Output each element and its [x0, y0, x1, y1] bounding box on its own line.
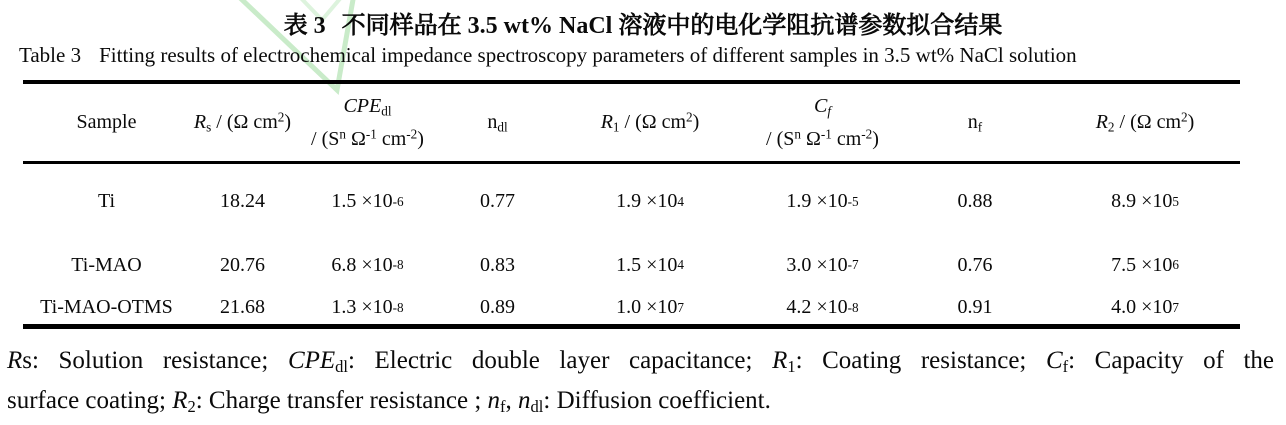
cell-rs: 21.68: [220, 296, 265, 318]
header-r1-label: $R_1 / (\Omega$ $cm^2$): [600, 109, 700, 135]
header-cell-sample: [23, 84, 190, 161]
header-cell-n-dl: [440, 84, 555, 161]
header-r2-label: $R_2 / (\Omega$ $cm^2$): [1095, 109, 1195, 135]
cell-n-dl: 0.77: [480, 190, 515, 212]
table-row-ti-mao-otms: [23, 291, 1240, 324]
header-cell-cf: [745, 84, 900, 161]
cell-n-f: 0.76: [957, 253, 993, 276]
header-cpe-dl-units: / ($S^n$ $\Omega^{-1}$ $cm^{-2}$): [311, 125, 424, 150]
cell-sample: Ti-MAO-OTMS: [40, 296, 173, 318]
table-title-chinese-label: 表 3: [283, 12, 326, 39]
header-n-dl-label: $n_{dl}$: [487, 111, 508, 135]
table-body: [23, 164, 1240, 329]
cell-r1: 1.0 ×10 7: [616, 296, 684, 318]
header-cell-rs: [190, 84, 295, 161]
header-cell-r2: [1050, 84, 1240, 161]
data-table: [23, 80, 1240, 329]
cell-n-dl: 0.83: [480, 253, 515, 276]
header-cf-units: / ($S^n$ $\Omega^{-1}$ $cm^{-2}$): [766, 125, 879, 150]
cell-cpe-dl: 1.5 ×10 -6: [331, 190, 404, 212]
footnote-line-2: surface coating; $R_2$: Charge transfer resistance ; $n_f$, $n_{dl}$: Diffusion coefficient.: [7, 387, 771, 417]
header-cf-label: $C_f$: [813, 94, 831, 118]
cell-n-f: 0.88: [957, 190, 993, 212]
cell-cpe-dl: 1.3 ×10 -8: [331, 296, 404, 318]
header-cpe-dl-label: $CPE_{dl}$: [343, 94, 392, 118]
footnote-line-1: Rs: Solution resistance; $CPE_{dl}$: Electric double layer capacitance; $R_1$: Coating resistance; $C_f$: Capacity of the: [7, 347, 1275, 377]
cell-r2: 7.5 ×10 6: [1111, 253, 1179, 276]
table-row-ti-mao: [23, 239, 1240, 291]
table-row-ti: [23, 164, 1240, 239]
header-cell-r1: [555, 84, 745, 161]
table-caption-english: [0, 38, 1286, 72]
cell-r2: 8.9 ×10 5: [1111, 190, 1179, 212]
cell-rs: 18.24: [220, 190, 265, 212]
header-cell-cpe-dl: [295, 84, 440, 161]
header-rs-label: $R_s / (\Omega$ $cm^2$): [193, 109, 292, 135]
cell-cf: 4.2 ×10 -8: [786, 296, 859, 318]
table-caption-english-label: Table 3: [19, 42, 82, 67]
table-caption-english-text: Fitting results of electrochemical impedance spectroscopy parameters of different samples in 3.5 wt% NaCl solution: [99, 42, 1077, 67]
cell-n-dl: 0.89: [480, 296, 515, 318]
cell-sample: Ti: [97, 190, 116, 212]
table-title-chinese-text: 不同样品在 3.5 wt% NaCl 溶液中的电化学阻抗谱参数拟合结果: [341, 12, 1003, 39]
cell-cpe-dl: 6.8 ×10 -8: [331, 253, 404, 276]
cell-rs: 20.76: [220, 253, 265, 276]
cell-cf: 1.9 ×10 -5: [786, 190, 859, 212]
table-header-row: [23, 80, 1240, 164]
header-sample-label: Sample: [76, 111, 137, 133]
cell-r1: 1.5 ×10 4: [616, 253, 684, 276]
cell-cf: 3.0 ×10 -7: [786, 253, 859, 276]
cell-r2: 4.0 ×10 7: [1111, 296, 1179, 318]
cell-n-f: 0.91: [957, 296, 993, 318]
table-title-chinese: [0, 0, 1286, 38]
header-cell-n-f: [900, 84, 1050, 161]
header-n-f-label: $n_f$: [967, 111, 983, 135]
cell-sample: Ti-MAO: [71, 253, 142, 276]
table-footnote: [7, 341, 1274, 421]
cell-r1: 1.9 ×10 4: [616, 190, 684, 212]
